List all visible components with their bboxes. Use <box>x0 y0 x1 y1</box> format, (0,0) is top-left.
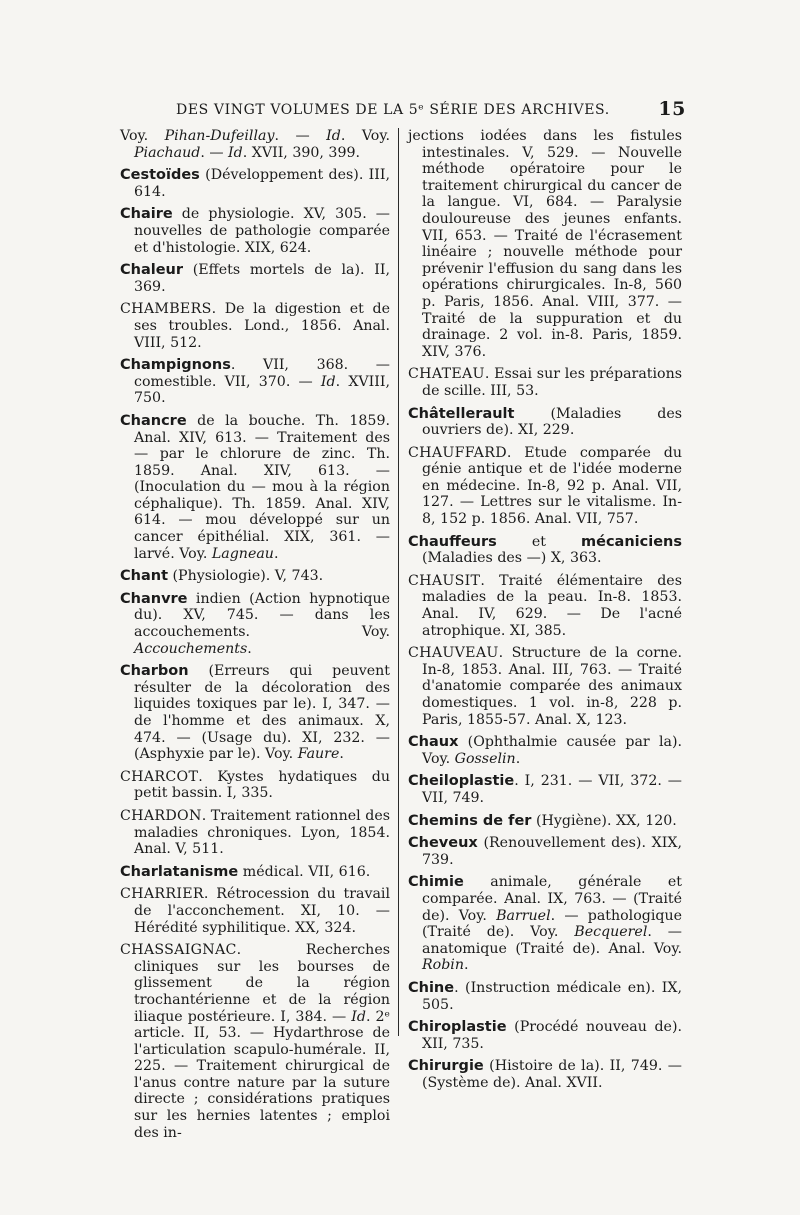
entry-text: . (Instruction médicale en). IX, 505. <box>422 979 682 1013</box>
entry-text: . XVII, 390, 399. <box>242 144 361 161</box>
entry-reference: Lagneau <box>211 545 274 562</box>
entry-headword: Chiroplastie <box>408 1019 507 1036</box>
index-entry <box>120 301 390 351</box>
entry-text: (Histoire de la). II, 749. — (Système de). Anal. XVII. <box>422 1058 682 1091</box>
entry-reference: Id <box>228 144 243 161</box>
entry-text: (Ophthalmie causée par la). Voy. <box>422 734 682 767</box>
entry-author-name: CHATEAU <box>408 366 485 383</box>
entry-text: et <box>496 533 582 550</box>
entry-author-name: CHAUVEAU <box>408 645 499 662</box>
entry-author-name: CHARDON <box>120 807 202 824</box>
index-entry <box>408 874 682 974</box>
entry-text: . Essai sur les préparations de scille. III, 53. <box>422 366 682 399</box>
entry-text: médical. VII, 616. <box>238 863 371 880</box>
running-head: DES VINGT VOLUMES DE LA 5ᵉ SÉRIE DES ARCHIVES. <box>176 102 610 118</box>
entry-reference: Id <box>326 128 341 144</box>
entry-headword: Charbon <box>120 663 189 680</box>
entry-text: . <box>515 750 521 767</box>
page-header <box>120 98 686 122</box>
index-entry <box>408 734 682 767</box>
entry-text: (Physiologie). V, 743. <box>168 568 324 585</box>
entry-text: . <box>247 640 252 657</box>
entry-author-name: CHARCOT <box>120 768 199 785</box>
index-entry <box>408 1019 682 1052</box>
entry-text: (Effets mortels de la). II, 369. <box>134 262 390 295</box>
index-entry <box>120 167 390 200</box>
entry-text: . — <box>274 128 327 144</box>
entry-text: jections iodées dans les fistules intestinales. V, 529. — Nouvelle méthode opératoire pour le traitement chirurgical du cancer de la langue. VI, 684. — Paralysie douloureuse des jeunes enfants. VII, 653. — Traité de l'écrasement linéaire ; nouvelle méthode pour prévenir l'effusion du sang dans les opérations chirurgicales. In-8, 560 p. Paris, 1856. Anal. VIII, 377. — Traité de la suppuration et du drainage. 2 vol. in-8. Paris, 1859. XIV, 376. <box>408 128 682 360</box>
entry-text: (Maladies des ouvriers de). XI, 229. <box>422 405 682 439</box>
entry-text: (Maladies des —) X, 363. <box>422 550 602 567</box>
entry-reference: Id <box>351 1008 366 1025</box>
entry-text: indien (Action hypnotique du). XV, 745. — dans les accouchements. Voy. <box>134 590 390 641</box>
entry-text: (Hygiène). XX, 120. <box>531 812 677 829</box>
entry-text: . Structure de la corne. In-8, 1853. Anal. III, 763. — Traité d'anatomie comparée des animaux domestiques. 1 vol. in-8, 228 p. Paris, 1855-57. Anal. X, 123. <box>422 645 682 728</box>
entry-text: . Etude comparée du génie antique et de l'idée moderne en médecine. In-8, 92 p. Anal. VII, 127. — Lettres sur le vitalisme. In-8, 152 p. 1856. Anal. VII, 757. <box>422 444 682 528</box>
entry-text: . <box>273 545 279 562</box>
entry-headword: Chemins de fer <box>408 812 532 829</box>
index-entry <box>408 406 682 439</box>
entry-headword: Chant <box>120 568 169 585</box>
index-entry <box>120 568 390 585</box>
entry-text: . Recherches cliniques sur les bourses de glissement de la région trochantérienne et de la région iliaque postérieure. I, 384. — <box>134 942 390 1025</box>
entry-text: . Traitement rationnel des maladies chroniques. Lyon, 1854. Anal. V, 511. <box>134 807 390 858</box>
entry-reference: Piachaud <box>134 144 201 161</box>
index-entry <box>408 128 682 360</box>
entry-headword: Cheiloplastie <box>408 773 515 790</box>
entry-text: . XVIII, 750. <box>134 373 390 407</box>
entry-headword: Châtellerault <box>408 405 515 422</box>
left-column <box>120 128 390 1147</box>
entry-author-name: CHAUSIT <box>408 572 481 589</box>
entry-reference: Id <box>320 373 336 390</box>
entry-author-name: CHAUFFARD <box>408 444 507 461</box>
index-entry <box>120 942 390 1141</box>
entry-reference: Gosselin <box>454 750 516 767</box>
entry-text: (Procédé nouveau de). XII, 735. <box>422 1019 682 1052</box>
entry-reference: Faure <box>297 746 340 763</box>
right-column <box>408 128 682 1097</box>
entry-headword: Chimie <box>408 874 464 891</box>
index-entry <box>120 864 390 881</box>
entry-text: Voy. <box>120 128 165 144</box>
entry-text: . Kystes hydatiques du petit bassin. I, 335. <box>134 768 390 802</box>
entry-text: . — pathologique (Traité de). Voy. <box>422 907 682 941</box>
column-divider <box>398 128 399 1036</box>
index-entry <box>408 445 682 528</box>
index-entry <box>408 813 682 830</box>
index-entry <box>408 645 682 728</box>
entry-headword: Champignons <box>120 357 231 374</box>
index-entry <box>120 663 390 763</box>
entry-headword: Cheveux <box>408 835 478 852</box>
entry-headword: Chaux <box>408 734 459 751</box>
entry-author-name: CHASSAIGNAC <box>120 942 237 959</box>
entry-headword: Chaleur <box>120 262 184 279</box>
entry-headword: Cestoïdes <box>120 167 200 184</box>
index-entry <box>120 262 390 295</box>
index-entry <box>408 773 682 806</box>
entry-text: . De la digestion et de ses troubles. Lond., 1856. Anal. VIII, 512. <box>134 301 390 351</box>
index-entry <box>408 366 682 399</box>
entry-headword: mécaniciens <box>581 533 682 550</box>
entry-text: . — <box>200 144 229 161</box>
entry-text: . Traité élémentaire des maladies de la peau. In-8. 1853. Anal. IV, 629. — De l'acné atrophique. XI, 385. <box>422 572 682 639</box>
entry-headword: Charlatanisme <box>120 863 239 880</box>
entry-headword: Chine <box>408 979 455 996</box>
entry-text: . <box>463 957 469 974</box>
index-entry <box>120 886 390 936</box>
entry-headword: Chirurgie <box>408 1058 484 1075</box>
index-entry <box>120 413 390 562</box>
entry-headword: Chanvre <box>120 590 188 607</box>
index-entry <box>120 357 390 407</box>
entry-reference: Accouchements <box>134 640 248 657</box>
entry-text: . Rétrocession du travail de l'acconchement. XI, 10. — Hérédité syphilitique. XX, 324. <box>134 886 390 936</box>
index-entry <box>408 534 682 567</box>
entry-text: de la bouche. Th. 1859. Anal. XIV, 613. — Traitement des — par le chlorure de zinc. Th. 1859. Anal. XIV, 613. — (Inoculation du — mou à la région céphalique). Th. 1859. Anal. XIV, 614. — mou développé sur un cancer épithélial. XIX, 361. — larvé. Voy. <box>134 412 390 562</box>
index-entry <box>120 128 390 161</box>
page-number: 15 <box>658 98 686 120</box>
entry-headword: Chaire <box>120 206 173 223</box>
entry-text: de physiologie. XV, 305. — nouvelles de pathologie comparée et d'histologie. XIX, 624. <box>134 206 390 256</box>
entry-text: (Renouvellement des). XIX, 739. <box>422 835 682 868</box>
index-entry <box>120 808 390 858</box>
entry-author-name: CHAMBERS <box>120 301 212 318</box>
index-entry <box>408 1058 682 1091</box>
entry-author-name: CHARRIER <box>120 886 204 903</box>
entry-reference: Barruel <box>496 907 551 924</box>
entry-text: . <box>339 746 344 763</box>
entry-text: . I, 231. — VII, 372. — VII, 749. <box>422 773 682 806</box>
entry-text: . 2ᵉ article. II, 53. — Hydarthrose de l'articulation scapulo-humérale. II, 225. — Traitement chirurgical de l'anus contre nature par la suture directe ; considérations pratiques sur les hernies latentes ; emploi des in- <box>134 1008 390 1141</box>
entry-text: (Erreurs qui peuvent résulter de la décoloration des liquides toxiques par le). I, 347. — de l'homme et des animaux. X, 474. — (Usage du). XI, 232. — (Asphyxie par le). Voy. <box>134 663 390 763</box>
index-entry <box>120 591 390 657</box>
entry-reference: Becquerel <box>574 924 648 941</box>
index-entry <box>120 206 390 256</box>
entry-text: . Voy. <box>340 128 390 144</box>
entry-text: (Développement des). III, 614. <box>134 167 390 200</box>
entry-reference: Pihan-Dufeillay <box>164 128 275 144</box>
entry-headword: Chancre <box>120 412 187 429</box>
index-entry <box>120 769 390 802</box>
index-entry <box>408 980 682 1013</box>
index-entry <box>408 835 682 868</box>
entry-headword: Chauffeurs <box>408 533 497 550</box>
index-entry <box>408 573 682 639</box>
entry-text: animale, générale et comparée. Anal. IX, 763. — (Traité de). Voy. <box>422 874 682 924</box>
entry-reference: Robin <box>422 957 464 974</box>
entry-text: . VII, 368. — comestible. VII, 370. — <box>134 357 390 390</box>
entry-text: . — anatomique (Traité de). Anal. Voy. <box>422 924 682 957</box>
